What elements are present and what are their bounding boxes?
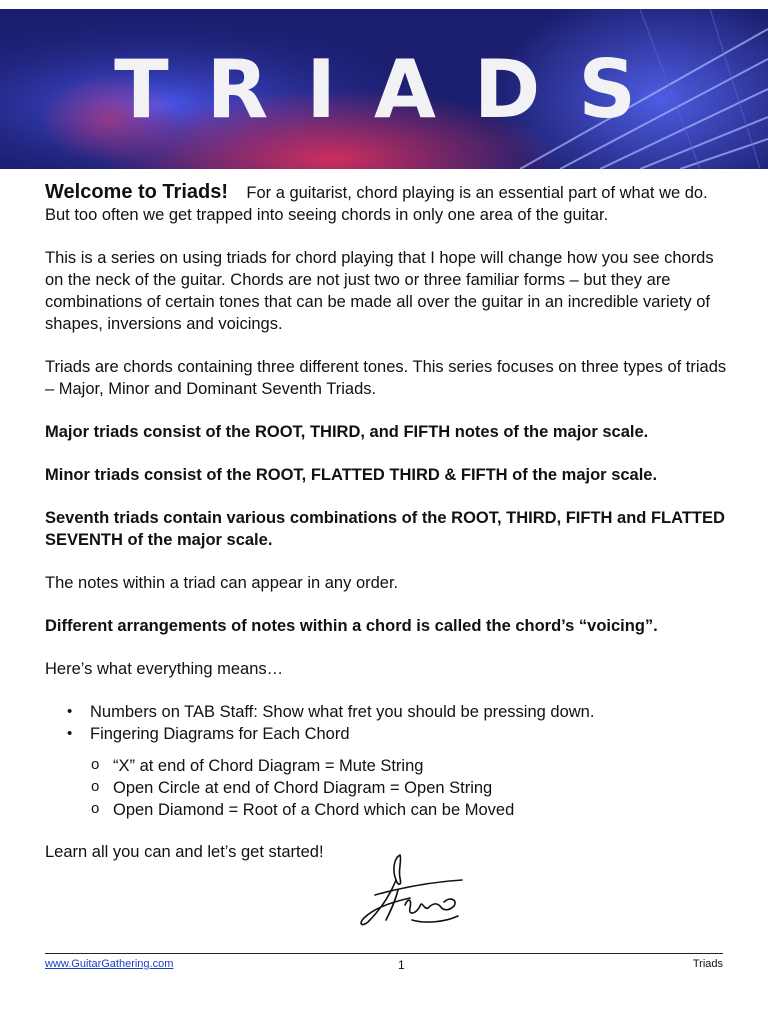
page-number: 1 [398, 958, 405, 972]
voicing-paragraph [45, 615, 735, 637]
triads-paragraph: Triads are chords containing three different tones. This series focuses on three types of triads – Major, Minor and Dominant Seventh Triads. [45, 358, 727, 398]
banner-image [0, 9, 768, 169]
list-item: o “X” at end of Chord Diagram = Mute String [113, 755, 735, 777]
closing-paragraph: Learn all you can and let’s get started! [45, 843, 324, 861]
footer-divider [45, 953, 723, 954]
list-item: • Fingering Diagrams for Each Chord [90, 723, 735, 745]
major-triads-paragraph [45, 421, 735, 443]
banner-title: TRIADS [114, 43, 674, 136]
minor-triads-text: Minor triads consist of the ROOT, FLATTED THIRD & FIFTH of the major scale. [45, 466, 658, 484]
bullet-list [45, 701, 735, 745]
seventh-triads-text: Seventh triads contain various combinations of the ROOT, THIRD, FIFTH and FLATTED SEVENTH of the major scale. [45, 509, 725, 549]
page-body [45, 181, 735, 884]
minor-triads-paragraph [45, 464, 735, 486]
seventh-triads-paragraph [45, 507, 735, 551]
signature-image [350, 850, 470, 930]
list-item: o Open Diamond = Root of a Chord which can be Moved [113, 799, 735, 821]
intro-paragraph [45, 181, 735, 226]
voicing-text: Different arrangements of notes within a chord is called the chord’s “voicing”. [45, 617, 658, 635]
order-paragraph: The notes within a triad can appear in any order. [45, 574, 399, 592]
series-paragraph: This is a series on using triads for chord playing that I hope will change how you see chords on the neck of the guitar. Chords are not just two or three familiar forms – but they are combinations of certain tones that can be made all over the guitar in an incredible variety of shapes, inversions and voicings. [45, 249, 714, 333]
footer-title: Triads [692, 958, 723, 970]
list-item: • Numbers on TAB Staff: Show what fret you should be pressing down. [90, 701, 735, 723]
means-paragraph: Here’s what everything means… [45, 660, 284, 678]
intro-text: For a guitarist, chord playing is an essential part of what we do. But too often we get trapped into seeing chords in only one area of the guitar. [45, 184, 708, 224]
welcome-heading: Welcome to Triads! [45, 181, 229, 203]
list-item: o Open Circle at end of Chord Diagram = Open String [113, 777, 735, 799]
sub-bullet-list [45, 755, 735, 821]
website-link[interactable]: www.GuitarGathering.com [45, 958, 174, 970]
major-triads-text: Major triads consist of the ROOT, THIRD, and FIFTH notes of the major scale. [45, 423, 649, 441]
